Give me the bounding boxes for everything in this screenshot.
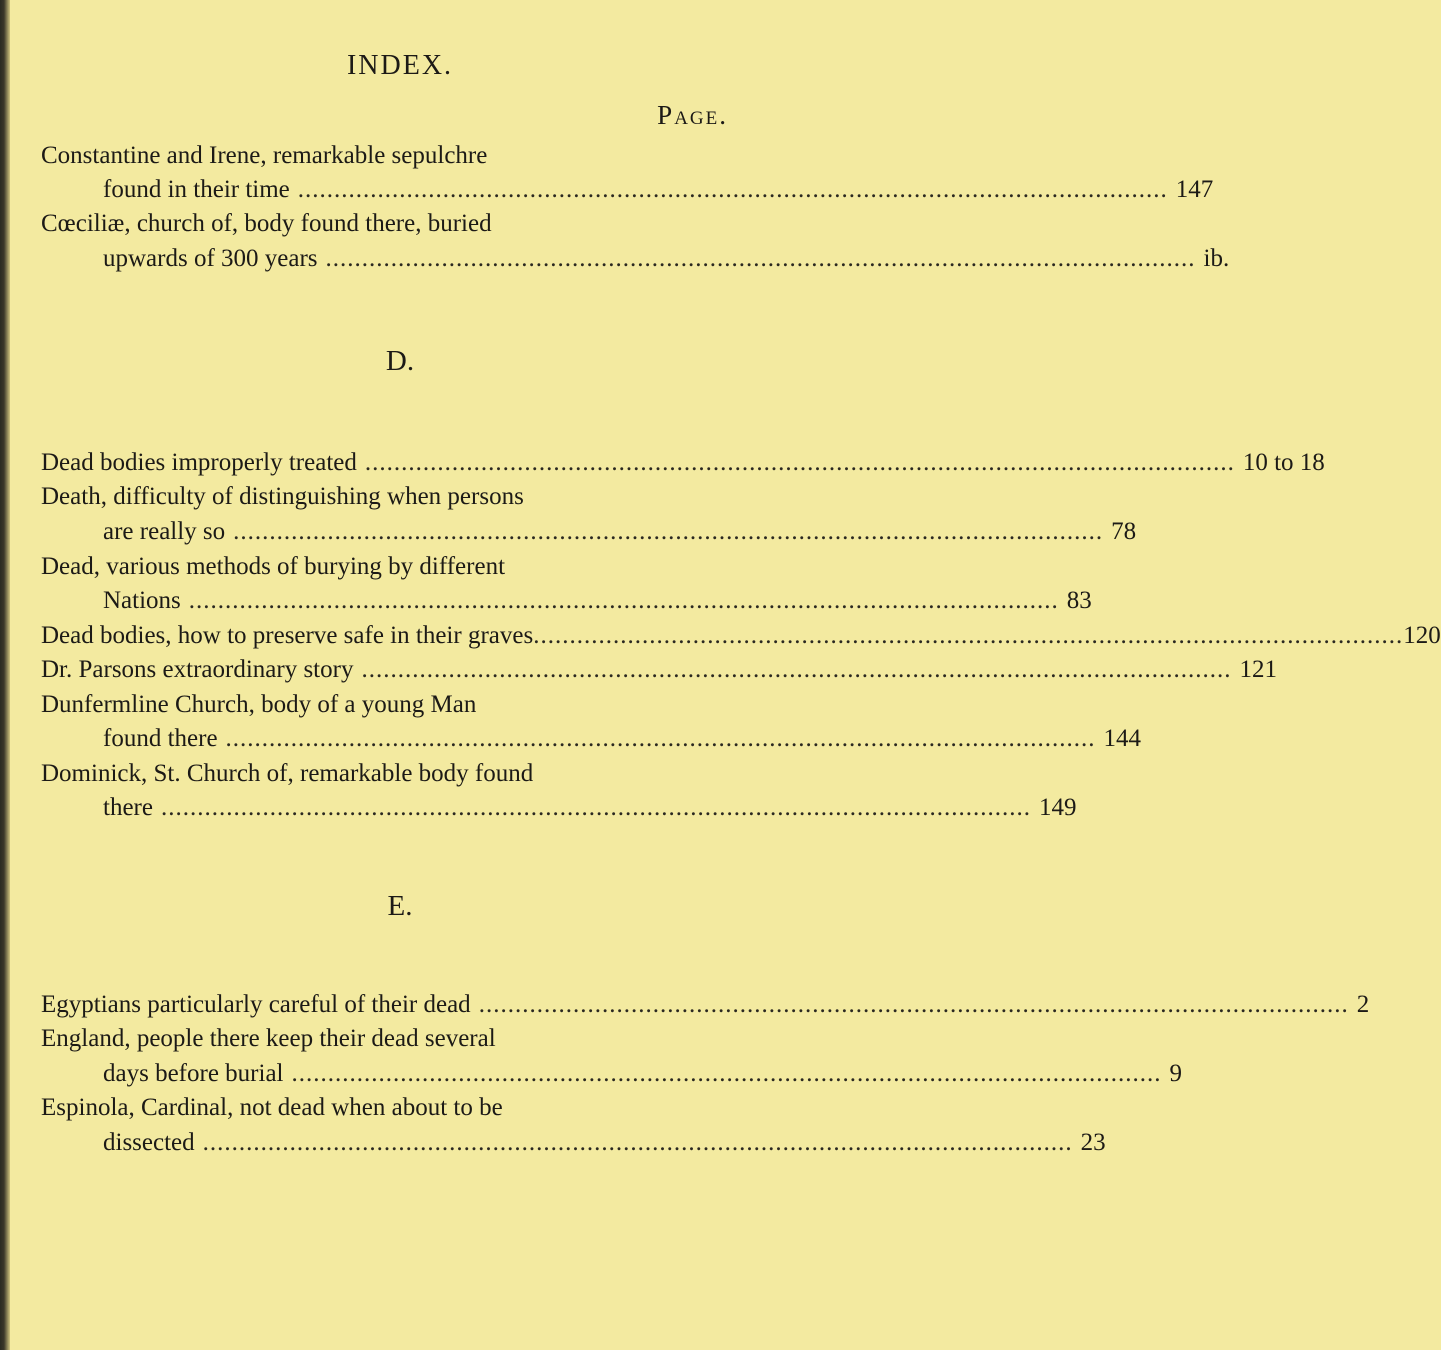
entry-text: dissected (103, 1129, 195, 1156)
entry-text: Dr. Parsons extraordinary story (41, 656, 354, 683)
page-column-header: Page. (657, 100, 728, 130)
book-binding-edge (0, 0, 10, 1350)
entry-text: there (103, 794, 153, 821)
entry-text: Dead bodies, how to preserve safe in their graves (41, 622, 534, 649)
entry-page-number: 78 (1111, 518, 1137, 545)
leader-dots: ........................................................................................................................ (225, 725, 1096, 752)
leader-dots: ........................................................................................................................ (233, 518, 1104, 545)
entry-text: found there (103, 725, 218, 752)
entry-text: Espinola, Cardinal, not dead when about to be (41, 1094, 503, 1121)
leader-dots: ........................................................................................................................ (478, 991, 1349, 1018)
entry-text: found in their time (103, 176, 290, 203)
section-letter-d: D. (385, 345, 415, 377)
entry-page-number: 120 (1403, 622, 1441, 649)
entry-text: Egyptians particularly careful of their dead (41, 991, 471, 1018)
entry-page-number: 10 to 18 (1242, 449, 1325, 476)
entry-page-number: 149 (1038, 794, 1077, 821)
leader-dots: ........................................................................................................................ (361, 656, 1232, 683)
entry-page-number: 144 (1103, 725, 1142, 752)
leader-dots: ........................................................................................................................ (364, 449, 1235, 476)
entry-text: Constantine and Irene, remarkable sepulchre (41, 142, 488, 169)
entry-text: upwards of 300 years (103, 245, 318, 272)
leader-dots: ........................................................................................................................ (325, 245, 1196, 272)
entry-text: Dominick, St. Church of, remarkable body found (41, 760, 534, 787)
entry-page-number: 83 (1066, 587, 1092, 614)
entry-text: Dunfermline Church, body of a young Man (41, 691, 477, 718)
entry-page-number: 23 (1080, 1129, 1106, 1156)
entry-text: Death, difficulty of distinguishing when persons (41, 483, 524, 510)
entry-page-number: 121 (1239, 656, 1277, 683)
leader-dots: ........................................................................................................................ (297, 176, 1168, 203)
section-letter-e: E. (387, 890, 413, 922)
entry-page-number: ib. (1203, 245, 1230, 272)
entry-text: days before burial (103, 1060, 284, 1087)
entry-text: Dead bodies improperly treated (41, 449, 357, 476)
leader-dots: ........................................................................................................................ (202, 1129, 1073, 1156)
entry-text: Nations (103, 587, 181, 614)
entry-page-number: 2 (1356, 991, 1370, 1018)
entry-page-number: 147 (1175, 176, 1214, 203)
leader-dots: ........................................................................................................................ (291, 1060, 1162, 1087)
entry-text: are really so (103, 518, 226, 545)
leader-dots: ........................................................................................................................ (188, 587, 1059, 614)
entry-page-number: 9 (1169, 1060, 1182, 1087)
entry-text: England, people there keep their dead several (41, 1025, 496, 1052)
leader-dots: ........................................................................................................................ (533, 622, 1404, 649)
page-title: INDEX. (346, 50, 454, 81)
entry-text: Dead, various methods of burying by different (41, 553, 506, 580)
leader-dots: ........................................................................................................................ (160, 794, 1031, 821)
entry-text: Cœciliæ, church of, body found there, buried (41, 210, 492, 237)
